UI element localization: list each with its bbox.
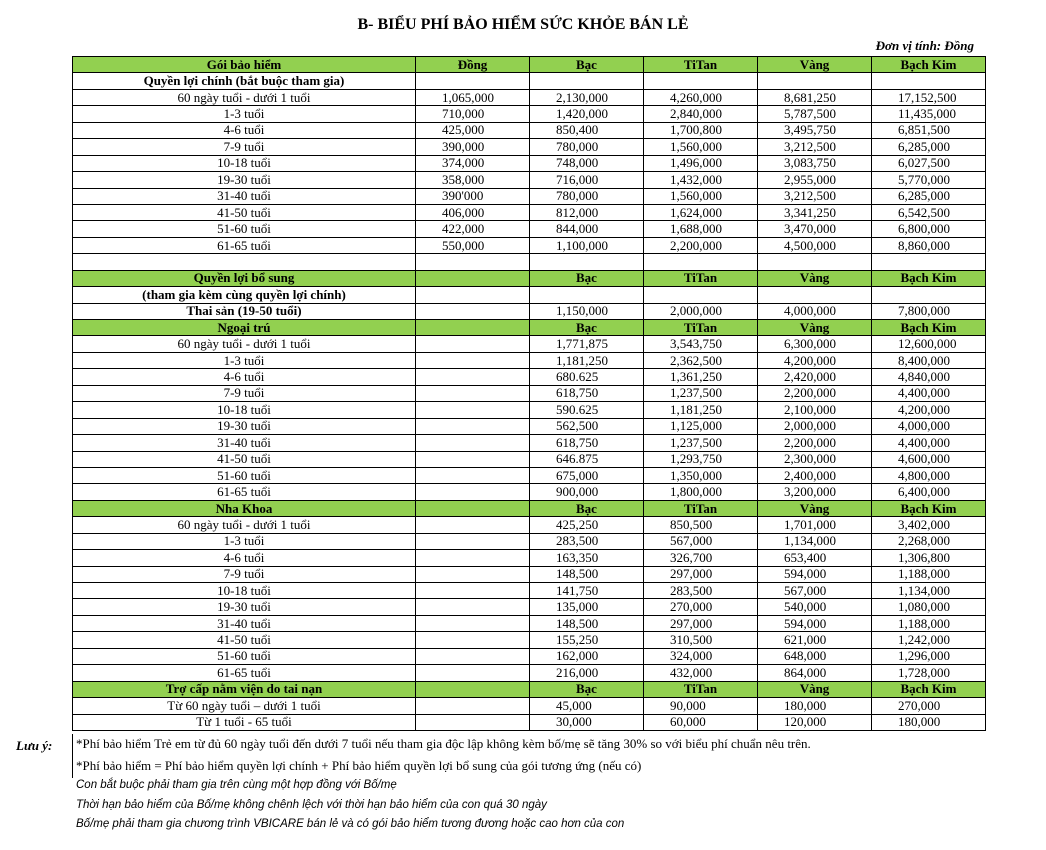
- empty-cell: [644, 254, 758, 270]
- price-cell: 422,000: [416, 221, 530, 237]
- price-cell: 3,402,000: [872, 517, 986, 533]
- price-cell: 5,787,500: [758, 106, 872, 122]
- age-cell: 10-18 tuổi: [73, 155, 416, 171]
- empty-cell: [416, 484, 530, 500]
- price-cell: 163,350: [530, 550, 644, 566]
- empty-cell: [416, 73, 530, 89]
- price-cell: 30,000: [530, 714, 644, 730]
- price-cell: 900,000: [530, 484, 644, 500]
- price-cell: 748,000: [530, 155, 644, 171]
- price-cell: 716,000: [530, 172, 644, 188]
- empty-cell: [416, 599, 530, 615]
- header-cell: Bạch Kim: [872, 270, 986, 286]
- empty-cell: [416, 615, 530, 631]
- price-cell: 4,400,000: [872, 385, 986, 401]
- price-cell: 812,000: [530, 204, 644, 220]
- price-cell: 7,800,000: [872, 303, 986, 319]
- price-cell: 148,500: [530, 566, 644, 582]
- price-cell: 6,285,000: [872, 188, 986, 204]
- note-2: *Phí bảo hiểm = Phí bảo hiểm quyền lợi chính + Phí bảo hiểm quyền lợi bổ sung của gói tương ứng (nếu có): [76, 758, 642, 773]
- price-cell: 844,000: [530, 221, 644, 237]
- table-row: [73, 89, 986, 105]
- price-cell: 1,293,750: [644, 451, 758, 467]
- price-cell: 680.625: [530, 369, 644, 385]
- age-cell: 7-9 tuổi: [73, 566, 416, 582]
- price-cell: 4,000,000: [872, 418, 986, 434]
- price-cell: 4,400,000: [872, 435, 986, 451]
- table-row: [73, 106, 986, 122]
- price-cell: 780,000: [530, 139, 644, 155]
- notes-label: Lưu ý:: [16, 738, 53, 753]
- price-cell: 425,250: [530, 517, 644, 533]
- price-cell: 6,285,000: [872, 139, 986, 155]
- price-cell: 567,000: [644, 533, 758, 549]
- price-cell: 11,435,000: [872, 106, 986, 122]
- price-cell: 3,470,000: [758, 221, 872, 237]
- price-cell: 390,000: [416, 139, 530, 155]
- table-row: [73, 665, 986, 681]
- age-cell: 51-60 tuổi: [73, 648, 416, 664]
- price-cell: 1,181,250: [530, 352, 644, 368]
- price-cell: 1,306,800: [872, 550, 986, 566]
- price-cell: 283,500: [530, 533, 644, 549]
- header-cell: TiTan: [644, 320, 758, 336]
- price-cell: 1,496,000: [644, 155, 758, 171]
- price-cell: 2,200,000: [758, 385, 872, 401]
- price-cell: 90,000: [644, 698, 758, 714]
- table-row: [73, 221, 986, 237]
- age-cell: 10-18 tuổi: [73, 583, 416, 599]
- header-cell: Vàng: [758, 57, 872, 73]
- table-row: [73, 632, 986, 648]
- price-cell: 8,860,000: [872, 237, 986, 253]
- price-cell: 653,400: [758, 550, 872, 566]
- table-header-row: [73, 57, 986, 73]
- header-cell: Đồng: [416, 57, 530, 73]
- table-row: [73, 467, 986, 483]
- empty-cell: [416, 287, 530, 303]
- table-row: [73, 172, 986, 188]
- age-cell: 1-3 tuổi: [73, 533, 416, 549]
- price-cell: 17,152,500: [872, 89, 986, 105]
- header-cell: Vàng: [758, 500, 872, 516]
- empty-cell: [758, 287, 872, 303]
- price-cell: 594,000: [758, 566, 872, 582]
- age-cell: 51-60 tuổi: [73, 467, 416, 483]
- table-row: [73, 139, 986, 155]
- table-row: [73, 204, 986, 220]
- empty-cell: [416, 402, 530, 418]
- header-cell: Vàng: [758, 681, 872, 697]
- price-cell: 646.875: [530, 451, 644, 467]
- price-cell: 3,083,750: [758, 155, 872, 171]
- header-cell: Bạc: [530, 270, 644, 286]
- age-cell: 60 ngày tuổi - dưới 1 tuổi: [73, 336, 416, 352]
- price-cell: 270,000: [872, 698, 986, 714]
- empty-cell: [416, 632, 530, 648]
- price-cell: 390'000: [416, 188, 530, 204]
- price-cell: 135,000: [530, 599, 644, 615]
- empty-cell: [416, 435, 530, 451]
- price-cell: 1,771,875: [530, 336, 644, 352]
- price-cell: 2,200,000: [644, 237, 758, 253]
- supplement-subtitle-row: [73, 287, 986, 303]
- header-cell: Bạc: [530, 500, 644, 516]
- empty-cell: [416, 467, 530, 483]
- price-cell: 120,000: [758, 714, 872, 730]
- price-cell: 1,237,500: [644, 435, 758, 451]
- price-cell: 8,681,250: [758, 89, 872, 105]
- age-cell: 51-60 tuổi: [73, 221, 416, 237]
- table-row: [73, 550, 986, 566]
- price-cell: 1,188,000: [872, 615, 986, 631]
- age-cell: 19-30 tuổi: [73, 418, 416, 434]
- price-cell: 1,728,000: [872, 665, 986, 681]
- price-cell: 1,150,000: [530, 303, 644, 319]
- header-cell: Bạch Kim: [872, 320, 986, 336]
- age-cell: 4-6 tuổi: [73, 550, 416, 566]
- price-cell: 1,100,000: [530, 237, 644, 253]
- empty-cell: [530, 287, 644, 303]
- price-cell: 1,432,000: [644, 172, 758, 188]
- empty-cell: [416, 418, 530, 434]
- price-cell: 1,296,000: [872, 648, 986, 664]
- age-cell: 4-6 tuổi: [73, 122, 416, 138]
- price-cell: 2,200,000: [758, 435, 872, 451]
- price-cell: 374,000: [416, 155, 530, 171]
- price-cell: 326,700: [644, 550, 758, 566]
- empty-cell: [872, 287, 986, 303]
- table-row: [73, 385, 986, 401]
- fee-table: [72, 56, 986, 731]
- price-cell: 8,400,000: [872, 352, 986, 368]
- empty-cell: [416, 714, 530, 730]
- price-cell: 216,000: [530, 665, 644, 681]
- table-row: [73, 188, 986, 204]
- table-row: [73, 615, 986, 631]
- price-cell: 4,200,000: [758, 352, 872, 368]
- table-row: [73, 484, 986, 500]
- price-cell: 6,851,500: [872, 122, 986, 138]
- price-cell: 1,134,000: [758, 533, 872, 549]
- age-cell: 60 ngày tuổi - dưới 1 tuổi: [73, 517, 416, 533]
- supplement-subtitle: (tham gia kèm cùng quyền lợi chính): [73, 287, 416, 303]
- price-cell: 148,500: [530, 615, 644, 631]
- age-cell: 4-6 tuổi: [73, 369, 416, 385]
- table-row: [73, 566, 986, 582]
- table-row: [73, 369, 986, 385]
- header-cell: Bạc: [530, 57, 644, 73]
- header-cell: Bạc: [530, 320, 644, 336]
- header-cell: Vàng: [758, 320, 872, 336]
- price-cell: 1,065,000: [416, 89, 530, 105]
- price-cell: 6,800,000: [872, 221, 986, 237]
- price-cell: 2,100,000: [758, 402, 872, 418]
- price-cell: 590.625: [530, 402, 644, 418]
- price-cell: 1,560,000: [644, 188, 758, 204]
- empty-cell: [416, 681, 530, 697]
- price-cell: 4,600,000: [872, 451, 986, 467]
- page-title: B- BIỂU PHÍ BẢO HIỂM SỨC KHỎE BÁN LẺ: [357, 16, 689, 33]
- table-row: [73, 698, 986, 714]
- section-title-row: [73, 73, 986, 89]
- table-row: [73, 237, 986, 253]
- price-cell: 3,543,750: [644, 336, 758, 352]
- unit-note: Đơn vị tính: Đồng: [875, 38, 974, 53]
- price-cell: 3,212,500: [758, 188, 872, 204]
- price-cell: 1,688,000: [644, 221, 758, 237]
- dental-title: Nha Khoa: [73, 500, 416, 516]
- table-row: [73, 451, 986, 467]
- price-cell: 6,400,000: [872, 484, 986, 500]
- price-cell: 324,000: [644, 648, 758, 664]
- price-cell: 780,000: [530, 188, 644, 204]
- price-cell: 648,000: [758, 648, 872, 664]
- price-cell: 1,350,000: [644, 467, 758, 483]
- main-benefit-title: Quyền lợi chính (bắt buộc tham gia): [73, 73, 416, 89]
- price-cell: 3,200,000: [758, 484, 872, 500]
- age-cell: 61-65 tuổi: [73, 237, 416, 253]
- price-cell: 180,000: [872, 714, 986, 730]
- price-cell: 1,700,800: [644, 122, 758, 138]
- price-cell: 4,260,000: [644, 89, 758, 105]
- note-5: Bố/mẹ phải tham gia chương trình VBICARE bán lẻ và có gói bảo hiểm tương đương hoặc cao hơn của con: [76, 818, 625, 830]
- age-cell: 7-9 tuổi: [73, 139, 416, 155]
- table-row: [73, 352, 986, 368]
- price-cell: 297,000: [644, 566, 758, 582]
- price-cell: 310,500: [644, 632, 758, 648]
- age-cell: 31-40 tuổi: [73, 615, 416, 631]
- header-cell: TiTan: [644, 57, 758, 73]
- age-cell: 19-30 tuổi: [73, 599, 416, 615]
- price-cell: 2,840,000: [644, 106, 758, 122]
- maternity-label: Thai sản (19-50 tuổi): [73, 303, 416, 319]
- price-cell: 2,000,000: [644, 303, 758, 319]
- empty-cell: [872, 254, 986, 270]
- table-row: [73, 122, 986, 138]
- table-row: [73, 583, 986, 599]
- maternity-row: [73, 303, 986, 319]
- outpatient-title: Ngoại trú: [73, 320, 416, 336]
- empty-cell: [872, 73, 986, 89]
- empty-cell: [644, 73, 758, 89]
- age-cell: 31-40 tuổi: [73, 435, 416, 451]
- price-cell: 406,000: [416, 204, 530, 220]
- price-cell: 2,955,000: [758, 172, 872, 188]
- header-cell: Vàng: [758, 270, 872, 286]
- price-cell: 2,130,000: [530, 89, 644, 105]
- price-cell: 1,134,000: [872, 583, 986, 599]
- empty-cell: [416, 500, 530, 516]
- empty-cell: [416, 533, 530, 549]
- supplement-header-row: [73, 270, 986, 286]
- price-cell: 4,800,000: [872, 467, 986, 483]
- price-cell: 850,400: [530, 122, 644, 138]
- price-cell: 3,495,750: [758, 122, 872, 138]
- hospital-header-row: [73, 681, 986, 697]
- price-cell: 1,560,000: [644, 139, 758, 155]
- price-cell: 155,250: [530, 632, 644, 648]
- table-row: [73, 599, 986, 615]
- price-cell: 45,000: [530, 698, 644, 714]
- price-cell: 1,800,000: [644, 484, 758, 500]
- price-cell: 2,300,000: [758, 451, 872, 467]
- notes-divider: [72, 734, 73, 778]
- empty-cell: [416, 648, 530, 664]
- price-cell: 618,750: [530, 435, 644, 451]
- price-cell: 1,420,000: [530, 106, 644, 122]
- dental-header-row: [73, 500, 986, 516]
- price-cell: 141,750: [530, 583, 644, 599]
- price-cell: 12,600,000: [872, 336, 986, 352]
- price-cell: 6,027,500: [872, 155, 986, 171]
- price-cell: 4,840,000: [872, 369, 986, 385]
- header-cell: Gói bảo hiểm: [73, 57, 416, 73]
- empty-cell: [416, 270, 530, 286]
- age-cell: Từ 1 tuổi - 65 tuổi: [73, 714, 416, 730]
- age-cell: 31-40 tuổi: [73, 188, 416, 204]
- empty-cell: [416, 451, 530, 467]
- price-cell: 5,770,000: [872, 172, 986, 188]
- age-cell: 61-65 tuổi: [73, 484, 416, 500]
- header-cell: Bạch Kim: [872, 500, 986, 516]
- price-cell: 675,000: [530, 467, 644, 483]
- empty-cell: [416, 352, 530, 368]
- price-cell: 1,237,500: [644, 385, 758, 401]
- table-row: [73, 435, 986, 451]
- note-1: *Phí bảo hiểm Trẻ em từ đủ 60 ngày tuổi đến dưới 7 tuổi nếu tham gia độc lập không kèm bố/mẹ sẽ tăng 30% so với biểu phí chuẩn nêu trên.: [76, 736, 811, 751]
- table-row: [73, 533, 986, 549]
- empty-cell: [758, 73, 872, 89]
- age-cell: 61-65 tuổi: [73, 665, 416, 681]
- price-cell: 1,181,250: [644, 402, 758, 418]
- price-cell: 162,000: [530, 648, 644, 664]
- price-cell: 2,420,000: [758, 369, 872, 385]
- empty-cell: [416, 550, 530, 566]
- header-cell: TiTan: [644, 270, 758, 286]
- empty-cell: [416, 303, 530, 319]
- age-cell: Từ 60 ngày tuổi – dưới 1 tuổi: [73, 698, 416, 714]
- price-cell: 850,500: [644, 517, 758, 533]
- price-cell: 3,341,250: [758, 204, 872, 220]
- price-cell: 562,500: [530, 418, 644, 434]
- table-row: [73, 648, 986, 664]
- age-cell: 1-3 tuổi: [73, 106, 416, 122]
- empty-cell: [416, 517, 530, 533]
- empty-cell: [416, 698, 530, 714]
- empty-cell: [416, 320, 530, 336]
- blank-row: [73, 254, 986, 270]
- age-cell: 41-50 tuổi: [73, 204, 416, 220]
- empty-cell: [758, 254, 872, 270]
- price-cell: 2,000,000: [758, 418, 872, 434]
- price-cell: 358,000: [416, 172, 530, 188]
- price-cell: 4,000,000: [758, 303, 872, 319]
- header-cell: TiTan: [644, 681, 758, 697]
- header-cell: Bạc: [530, 681, 644, 697]
- price-cell: 864,000: [758, 665, 872, 681]
- price-cell: 432,000: [644, 665, 758, 681]
- note-3: Con bắt buộc phải tham gia trên cùng một hợp đồng với Bố/mẹ: [76, 779, 397, 791]
- table-row: [73, 714, 986, 730]
- price-cell: 567,000: [758, 583, 872, 599]
- price-cell: 2,400,000: [758, 467, 872, 483]
- price-cell: 540,000: [758, 599, 872, 615]
- table-row: [73, 418, 986, 434]
- outpatient-header-row: [73, 320, 986, 336]
- empty-cell: [73, 254, 416, 270]
- price-cell: 1,361,250: [644, 369, 758, 385]
- empty-cell: [416, 369, 530, 385]
- price-cell: 180,000: [758, 698, 872, 714]
- price-cell: 1,125,000: [644, 418, 758, 434]
- table-row: [73, 336, 986, 352]
- hospital-title: Trợ cấp nằm viện do tai nạn: [73, 681, 416, 697]
- note-4: Thời hạn bảo hiểm của Bố/mẹ không chênh lệch với thời hạn bảo hiểm của con quá 30 ngày: [76, 799, 547, 811]
- price-cell: 6,300,000: [758, 336, 872, 352]
- age-cell: 41-50 tuổi: [73, 632, 416, 648]
- price-cell: 1,701,000: [758, 517, 872, 533]
- price-cell: 1,242,000: [872, 632, 986, 648]
- table-row: [73, 155, 986, 171]
- price-cell: 1,624,000: [644, 204, 758, 220]
- price-cell: 4,200,000: [872, 402, 986, 418]
- price-cell: 60,000: [644, 714, 758, 730]
- price-cell: 2,268,000: [872, 533, 986, 549]
- price-cell: 1,188,000: [872, 566, 986, 582]
- empty-cell: [644, 287, 758, 303]
- price-cell: 4,500,000: [758, 237, 872, 253]
- empty-cell: [530, 254, 644, 270]
- price-cell: 594,000: [758, 615, 872, 631]
- age-cell: 19-30 tuổi: [73, 172, 416, 188]
- supplement-title: Quyền lợi bổ sung: [73, 270, 416, 286]
- header-cell: Bạch Kim: [872, 57, 986, 73]
- age-cell: 10-18 tuổi: [73, 402, 416, 418]
- table-row: [73, 517, 986, 533]
- empty-cell: [530, 73, 644, 89]
- price-cell: 2,362,500: [644, 352, 758, 368]
- empty-cell: [416, 336, 530, 352]
- age-cell: 1-3 tuổi: [73, 352, 416, 368]
- price-cell: 710,000: [416, 106, 530, 122]
- price-cell: 297,000: [644, 615, 758, 631]
- table-row: [73, 402, 986, 418]
- empty-cell: [416, 583, 530, 599]
- price-cell: 621,000: [758, 632, 872, 648]
- empty-cell: [416, 385, 530, 401]
- price-cell: 618,750: [530, 385, 644, 401]
- empty-cell: [416, 566, 530, 582]
- price-cell: 550,000: [416, 237, 530, 253]
- header-cell: TiTan: [644, 500, 758, 516]
- price-cell: 6,542,500: [872, 204, 986, 220]
- price-cell: 3,212,500: [758, 139, 872, 155]
- empty-cell: [416, 254, 530, 270]
- age-cell: 7-9 tuổi: [73, 385, 416, 401]
- price-cell: 270,000: [644, 599, 758, 615]
- header-cell: Bạch Kim: [872, 681, 986, 697]
- price-cell: 283,500: [644, 583, 758, 599]
- empty-cell: [416, 665, 530, 681]
- age-cell: 60 ngày tuổi - dưới 1 tuổi: [73, 89, 416, 105]
- price-cell: 1,080,000: [872, 599, 986, 615]
- price-cell: 425,000: [416, 122, 530, 138]
- age-cell: 41-50 tuổi: [73, 451, 416, 467]
